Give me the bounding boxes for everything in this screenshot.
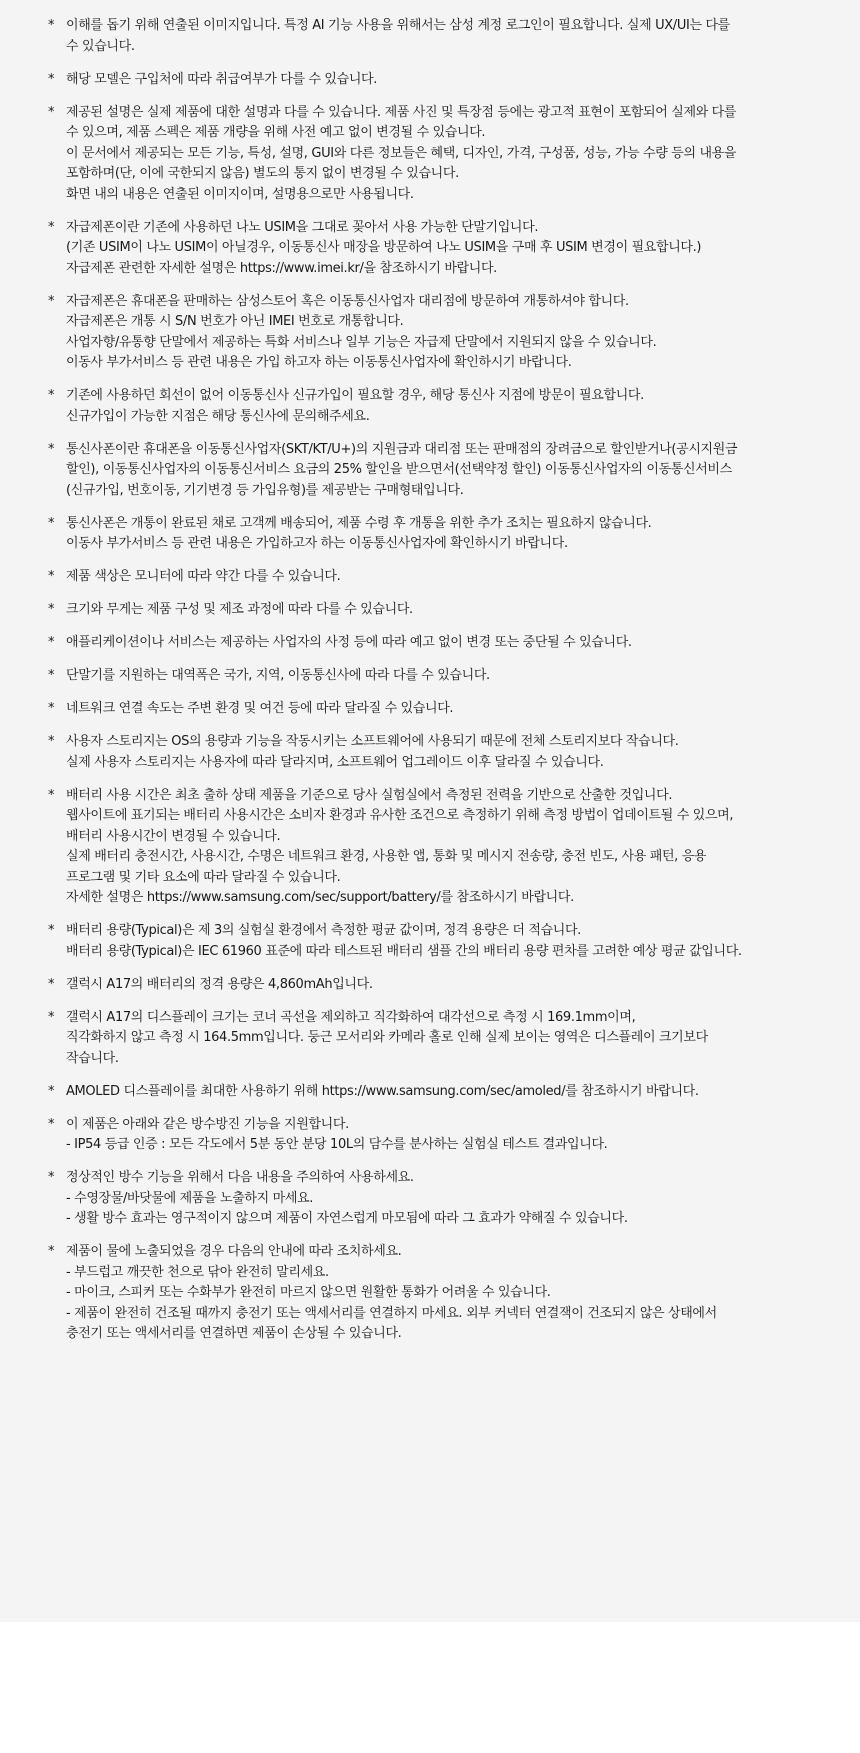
- disclaimer-text-line: 배터리 용량(Typical)은 제 3의 실험실 환경에서 측정한 평균 값이며, 정격 용량은 더 적습니다.: [66, 923, 581, 938]
- asterisk-bullet: *: [48, 71, 55, 87]
- disclaimer-text-line: 제품이 물에 노출되었을 경우 다음의 안내에 따라 조치하세요.: [66, 1244, 402, 1259]
- asterisk-bullet: *: [48, 734, 55, 749]
- asterisk-bullet: *: [48, 441, 55, 457]
- disclaimer-list: [48, 16, 826, 1345]
- disclaimer-text-line: 갤럭시 A17의 디스플레이 크기는 코너 곡선을 제외하고 직각화하여 대각선으로 측정 시 169.1mm이며,: [66, 1009, 636, 1025]
- disclaimer-text-line: - 수영장물/바닷물에 제품을 노출하지 마세요.: [66, 1190, 314, 1206]
- disclaimer-text-line: 자급제폰은 휴대폰을 판매하는 삼성스토어 혹은 이동통신사업자 대리점에 방문하여 개통하셔야 합니다.: [66, 293, 629, 309]
- disclaimer-text-line: 실제 배터리 충전시간, 사용시간, 수명은 네트워크 환경, 사용한 앱, 통화 및 메시지 전송량, 충전 빈도, 사용 패턴, 응용: [66, 849, 707, 864]
- disclaimer-item: [48, 921, 826, 962]
- asterisk-bullet: *: [48, 515, 55, 531]
- disclaimer-item: [48, 1082, 826, 1103]
- disclaimer-text-line: (기존 USIM이 나노 USIM이 아닐경우, 이동통신사 매장을 방문하여 나노 USIM을 구매 후 USIM 변경이 필요합니다.): [66, 240, 702, 255]
- disclaimer-item: [48, 633, 826, 654]
- disclaimer-text-line: 네트워크 연결 속도는 주변 환경 및 여건 등에 따라 달라질 수 있습니다.: [66, 701, 454, 716]
- disclaimer-text-line: 자급제폰이란 기존에 사용하던 나노 USIM을 그대로 꽂아서 사용 가능한 단말기입니다.: [66, 219, 539, 235]
- disclaimer-item: [48, 386, 826, 427]
- asterisk-bullet: *: [48, 18, 55, 33]
- disclaimer-text-line: 갤럭시 A17의 배터리의 정격 용량은 4,860mAh입니다.: [66, 976, 373, 992]
- disclaimer-text-line: 크기와 무게는 제품 구성 및 제조 과정에 따라 다를 수 있습니다.: [66, 602, 413, 617]
- asterisk-bullet: *: [48, 219, 55, 235]
- asterisk-bullet: *: [48, 1170, 55, 1185]
- disclaimer-item: [48, 1008, 826, 1070]
- disclaimer-text-line: 자급제폰 관련한 자세한 설명은 https://www.imei.kr/을 참조하시기 바랍니다.: [66, 260, 497, 276]
- disclaimer-text-line: - 제품이 완전히 건조될 때까지 충전기 또는 액세서리를 연결하지 마세요. 외부 커넥터 연결잭이 건조되지 않은 상태에서: [66, 1305, 717, 1321]
- disclaimer-text-line: 수 있습니다.: [66, 38, 135, 54]
- disclaimer-text-line: (신규가입, 번호이동, 기기변경 등 가입유형)를 제공받는 구매형태입니다.: [66, 482, 464, 498]
- asterisk-bullet: *: [48, 388, 55, 403]
- disclaimer-text-line: 제품 색상은 모니터에 따라 약간 다를 수 있습니다.: [66, 569, 341, 584]
- disclaimer-item: [48, 1115, 826, 1156]
- asterisk-bullet: *: [48, 976, 55, 992]
- disclaimer-text-line: - 부드럽고 깨끗한 천으로 닦아 완전히 말리세요.: [66, 1264, 329, 1280]
- disclaimer-text-line: 기존에 사용하던 회선이 없어 이동통신사 신규가입이 필요할 경우, 해당 통신사 지점에 방문이 필요합니다.: [66, 388, 644, 403]
- disclaimer-item: [48, 975, 826, 996]
- asterisk-bullet: *: [48, 104, 55, 120]
- disclaimer-item: [48, 103, 826, 206]
- asterisk-bullet: *: [48, 1244, 55, 1259]
- disclaimer-text-line: 이동사 부가서비스 등 관련 내용은 가입 하고자 하는 이동통신사업자에 확인하시기 바랍니다.: [66, 355, 572, 370]
- disclaimer-text-line: 할인), 이동통신사업자의 이동통신서비스 요금의 25% 할인을 받으면서(선택약정 할인) 이동통신사업자의 이동통신서비스: [66, 462, 732, 477]
- asterisk-bullet: *: [48, 701, 55, 716]
- disclaimer-item: [48, 70, 826, 91]
- disclaimer-text-line: - IP54 등급 인증 : 모든 각도에서 5분 동안 분당 10L의 담수를 분사하는 실험실 테스트 결과입니다.: [66, 1137, 608, 1152]
- asterisk-bullet: *: [48, 1083, 55, 1099]
- asterisk-bullet: *: [48, 923, 55, 938]
- disclaimer-text-line: 직각화하지 않고 측정 시 164.5mm입니다. 둥근 모서리와 카메라 홀로 인해 실제 보이는 영역은 디스플레이 크기보다: [66, 1030, 708, 1045]
- disclaimer-item: [48, 732, 826, 773]
- disclaimer-text-line: 사업자향/유통향 단말에서 제공하는 특화 서비스나 일부 기능은 자급제 단말에서 지원되지 않을 수 있습니다.: [66, 334, 657, 350]
- disclaimer-item: [48, 514, 826, 555]
- disclaimer-item: [48, 1168, 826, 1230]
- disclaimer-text-line: 이동사 부가서비스 등 관련 내용은 가입하고자 하는 이동통신사업자에 확인하시기 바랍니다.: [66, 536, 568, 551]
- disclaimer-text-line: 사용자 스토리지는 OS의 용량과 기능을 작동시키는 소프트웨어에 사용되기 때문에 전체 스토리지보다 작습니다.: [66, 734, 679, 749]
- disclaimer-text-line: 프로그램 및 기타 요소에 따라 달라질 수 있습니다.: [66, 869, 341, 885]
- asterisk-bullet: *: [48, 602, 55, 617]
- disclaimer-text-line: 작습니다.: [66, 1050, 119, 1066]
- disclaimer-item: [48, 567, 826, 588]
- asterisk-bullet: *: [48, 635, 55, 650]
- disclaimer-text-line: 웹사이트에 표기되는 배터리 사용시간은 소비자 환경과 유사한 조건으로 측정하기 위해 측정 방법이 업데이트될 수 있으며,: [66, 808, 734, 823]
- disclaimer-item: [48, 1242, 826, 1345]
- disclaimer-text-line: 자세한 설명은 https://www.samsung.com/sec/support/battery/를 참조하시기 바랍니다.: [66, 890, 574, 905]
- asterisk-bullet: *: [48, 787, 55, 803]
- asterisk-bullet: *: [48, 1009, 55, 1025]
- disclaimer-text-line: 해당 모델은 구입처에 따라 취급여부가 다를 수 있습니다.: [66, 71, 378, 87]
- disclaimer-text-line: 배터리 사용시간이 변경될 수 있습니다.: [66, 828, 281, 844]
- disclaimer-text-line: - 마이크, 스피커 또는 수화부가 완전히 마르지 않으면 원활한 통화가 어려울 수 있습니다.: [66, 1285, 551, 1300]
- disclaimer-text-line: 단말기를 지원하는 대역폭은 국가, 지역, 이동통신사에 따라 다를 수 있습니다.: [66, 668, 490, 683]
- disclaimer-item: [48, 218, 826, 280]
- disclaimer-item: [48, 666, 826, 687]
- disclaimer-text-line: 충전기 또는 액세서리를 연결하면 제품이 손상될 수 있습니다.: [66, 1326, 402, 1341]
- disclaimer-text-line: 신규가입이 가능한 지점은 해당 통신사에 문의해주세요.: [66, 408, 370, 424]
- disclaimer-text-line: 자급제폰은 개통 시 S/N 번호가 아닌 IMEI 번호로 개통합니다.: [66, 314, 404, 329]
- asterisk-bullet: *: [48, 569, 55, 584]
- disclaimer-text-line: - 생활 방수 효과는 영구적이지 않으며 제품이 자연스럽게 마모됨에 따라 그 효과가 약해질 수 있습니다.: [66, 1211, 628, 1226]
- disclaimer-text-line: AMOLED 디스플레이를 최대한 사용하기 위해 https://www.samsung.com/sec/amoled/를 참조하시기 바랍니다.: [66, 1083, 699, 1099]
- disclaimer-item: [48, 440, 826, 502]
- disclaimer-item: [48, 292, 826, 374]
- disclaimer-item: [48, 16, 826, 57]
- disclaimer-text-line: 실제 사용자 스토리지는 사용자에 따라 달라지며, 소프트웨어 업그레이드 이후 달라질 수 있습니다.: [66, 754, 604, 770]
- disclaimer-text-line: 이 문서에서 제공되는 모든 기능, 특성, 설명, GUI와 다른 정보들은 혜택, 디자인, 가격, 구성품, 성능, 가능 수량 등의 내용을: [66, 145, 737, 161]
- asterisk-bullet: *: [48, 1116, 55, 1132]
- disclaimer-text-line: 이해를 돕기 위해 연출된 이미지입니다. 특정 AI 기능 사용을 위해서는 삼성 계정 로그인이 필요합니다. 실제 UX/UI는 다를: [66, 18, 730, 33]
- disclaimer-text-line: 수 있으며, 제품 스펙은 제품 개량을 위해 사전 예고 없이 변경될 수 있습니다.: [66, 125, 486, 140]
- disclaimer-item: [48, 699, 826, 720]
- disclaimer-text-line: 배터리 사용 시간은 최초 출하 상태 제품을 기준으로 당사 실험실에서 측정된 전력을 기반으로 산출한 것입니다.: [66, 787, 673, 803]
- disclaimer-text-line: 정상적인 방수 기능을 위해서 다음 내용을 주의하여 사용하세요.: [66, 1170, 414, 1185]
- disclaimer-text-line: 배터리 용량(Typical)은 IEC 61960 표준에 따라 테스트된 배터리 샘플 간의 배터리 용량 편차를 고려한 예상 평균 값입니다.: [66, 943, 742, 959]
- disclaimer-text-line: 화면 내의 내용은 연출된 이미지이며, 설명용으로만 사용됩니다.: [66, 186, 414, 202]
- asterisk-bullet: *: [48, 293, 55, 309]
- asterisk-bullet: *: [48, 668, 55, 683]
- disclaimer-item: [48, 600, 826, 621]
- disclaimer-text-line: 통신사폰은 개통이 완료된 채로 고객께 배송되어, 제품 수령 후 개통을 위한 추가 조치는 필요하지 않습니다.: [66, 515, 652, 531]
- disclaimer-text-line: 포함하며(단, 이에 국한되지 않음) 별도의 통지 없이 변경될 수 있습니다.: [66, 166, 459, 181]
- disclaimer-text-line: 제공된 설명은 실제 제품에 대한 설명과 다를 수 있습니다. 제품 사진 및 특장점 등에는 광고적 표현이 포함되어 실제와 다를: [66, 104, 737, 120]
- disclaimer-text-line: 통신사폰이란 휴대폰을 이동통신사업자(SKT/KT/U+)의 지원금과 대리점 또는 판매점의 장려금으로 할인받거나(공시지원금: [66, 441, 738, 457]
- disclaimer-item: [48, 786, 826, 909]
- disclaimer-text-line: 이 제품은 아래와 같은 방수방진 기능을 지원합니다.: [66, 1116, 349, 1132]
- disclaimer-text-line: 애플리케이션이나 서비스는 제공하는 사업자의 사정 등에 따라 예고 없이 변경 또는 중단될 수 있습니다.: [66, 635, 632, 650]
